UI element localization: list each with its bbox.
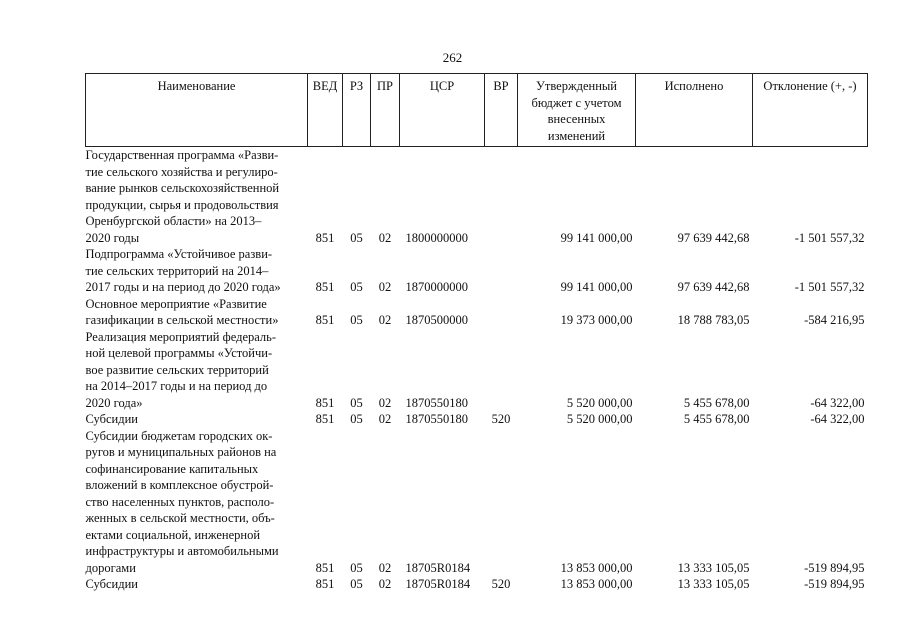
cell-rz: 05: [350, 412, 363, 426]
cell-executed: 5 455 678,00: [683, 395, 750, 410]
cell-vr: [485, 246, 518, 296]
cell-vr: 520: [491, 412, 511, 426]
name-line: тие сельского хозяйства и регулиро-: [85, 164, 278, 179]
cell-executed: 97 639 442,68: [677, 230, 750, 245]
cell-approved: 99 141 000,00: [560, 280, 633, 294]
cell-name: [86, 428, 308, 577]
header-name: Наименование: [86, 74, 308, 147]
cell-ved: 851: [315, 577, 335, 591]
name-line: женных в сельской местности, объ-: [85, 511, 275, 525]
cell-deviation: -519 894,95: [804, 577, 865, 591]
cell-name: [86, 576, 308, 593]
table-row: [86, 576, 868, 593]
name-line: на 2014–2017 годы и на период до: [85, 379, 268, 393]
name-line: ной целевой программы «Устойчи-: [85, 346, 273, 360]
cell-approved: 5 520 000,00: [566, 395, 633, 410]
header-approved-budget: Утвержденный бюджет с учетом внесенных изменений: [518, 74, 636, 147]
cell-pr: 02: [378, 280, 392, 294]
cell-vr: 520: [491, 577, 511, 591]
name-line: Субсидии: [85, 577, 138, 591]
cell-deviation: -64 322,00: [810, 412, 865, 426]
table-row: [86, 428, 868, 577]
cell-executed: 97 639 442,68: [677, 280, 750, 294]
cell-name: [86, 147, 308, 247]
cell-deviation: -64 322,00: [810, 395, 865, 410]
cell-rz: 05: [350, 395, 363, 410]
cell-executed: 13 333 105,05: [677, 560, 750, 575]
cell-ved: 851: [315, 230, 335, 245]
cell-name: [86, 296, 308, 329]
name-line: вложений в комплексное обустрой-: [85, 478, 274, 492]
cell-csr: 1800000000: [405, 230, 468, 245]
table-row: [86, 296, 868, 329]
name-line: инфраструктуры и автомобильными: [85, 544, 279, 558]
table-row: [86, 411, 868, 428]
name-line: 2017 годы и на период до 2020 года»: [85, 280, 281, 294]
cell-approved: 13 853 000,00: [560, 560, 633, 575]
name-line: Государственная программа «Разви-: [85, 148, 279, 162]
name-line: вание рынков сельскохозяйственной: [85, 181, 280, 195]
cell-vr: [485, 296, 518, 329]
name-line: ругов и муниципальных районов на: [85, 445, 277, 459]
cell-csr: 1870000000: [405, 280, 468, 294]
header-vr: ВР: [485, 74, 518, 147]
cell-approved: 5 520 000,00: [566, 412, 633, 426]
cell-name: [86, 329, 308, 412]
cell-pr: 02: [378, 412, 392, 426]
name-line: дорогами: [85, 560, 136, 575]
cell-rz: 05: [350, 313, 363, 327]
cell-ved: 851: [315, 395, 335, 410]
cell-vr: [485, 428, 518, 577]
table-row: [86, 147, 868, 247]
cell-vr: [485, 329, 518, 412]
header-deviation: Отклонение (+, -): [753, 74, 868, 147]
cell-vr: [485, 147, 518, 247]
cell-rz: 05: [350, 577, 363, 591]
cell-csr: 1870500000: [405, 313, 468, 327]
cell-approved: 19 373 000,00: [560, 313, 633, 327]
cell-deviation: -1 501 557,32: [794, 280, 865, 294]
cell-executed: 13 333 105,05: [677, 577, 750, 591]
name-line: продукции, сырья и продовольствия: [85, 197, 279, 212]
table-row: [86, 329, 868, 412]
header-executed: Исполнено: [636, 74, 753, 147]
cell-pr: 02: [378, 560, 392, 575]
name-line: 2020 годы: [85, 230, 140, 245]
name-line: Основное мероприятие «Развитие: [85, 296, 267, 311]
name-line: Подпрограмма «Устойчивое разви-: [85, 247, 273, 261]
table-body: [86, 147, 868, 593]
cell-name: [86, 411, 308, 428]
cell-pr: 02: [378, 577, 392, 591]
table-header-row: [86, 74, 868, 147]
name-line: софинансирование капитальных: [85, 461, 259, 476]
header-pr: ПР: [371, 74, 400, 147]
name-line: Реализация мероприятий федераль-: [85, 329, 277, 344]
name-line: Субсидии: [85, 412, 138, 426]
name-line: Оренбургской области» на 2013–: [85, 214, 262, 228]
cell-executed: 18 788 783,05: [677, 313, 750, 327]
name-line: ство населенных пунктов, располо-: [85, 494, 275, 509]
cell-pr: 02: [378, 313, 392, 327]
cell-approved: 13 853 000,00: [560, 577, 633, 591]
page-number: 262: [442, 50, 463, 65]
header-ved: ВЕД: [308, 74, 343, 147]
name-line: вое развитие сельских территорий: [85, 362, 269, 377]
cell-deviation: -1 501 557,32: [794, 230, 865, 245]
name-line: ектами социальной, инженерной: [85, 527, 261, 542]
name-line: тие сельских территорий на 2014–: [85, 263, 269, 278]
cell-rz: 05: [350, 280, 363, 294]
cell-pr: 02: [378, 395, 392, 410]
cell-csr: 1870550180: [405, 412, 468, 426]
cell-approved: 99 141 000,00: [560, 230, 633, 245]
cell-csr: 18705R0184: [405, 577, 471, 591]
cell-ved: 851: [315, 313, 335, 327]
cell-csr: 1870550180: [405, 395, 468, 410]
name-line: Субсидии бюджетам городских ок-: [85, 428, 273, 443]
cell-csr: 18705R0184: [405, 560, 471, 575]
cell-rz: 05: [350, 560, 363, 575]
cell-ved: 851: [315, 560, 335, 575]
cell-ved: 851: [315, 280, 335, 294]
table-row: [86, 246, 868, 296]
cell-ved: 851: [315, 412, 335, 426]
budget-execution-table: [85, 73, 868, 593]
name-line: 2020 года»: [85, 395, 143, 410]
cell-executed: 5 455 678,00: [683, 412, 750, 426]
header-csr: ЦСР: [400, 74, 485, 147]
cell-rz: 05: [350, 230, 363, 245]
header-rz: РЗ: [343, 74, 371, 147]
cell-deviation: -519 894,95: [804, 560, 865, 575]
cell-name: [86, 246, 308, 296]
cell-deviation: -584 216,95: [804, 313, 865, 327]
cell-pr: 02: [378, 230, 392, 245]
name-line: газификации в сельской местности»: [85, 313, 279, 327]
